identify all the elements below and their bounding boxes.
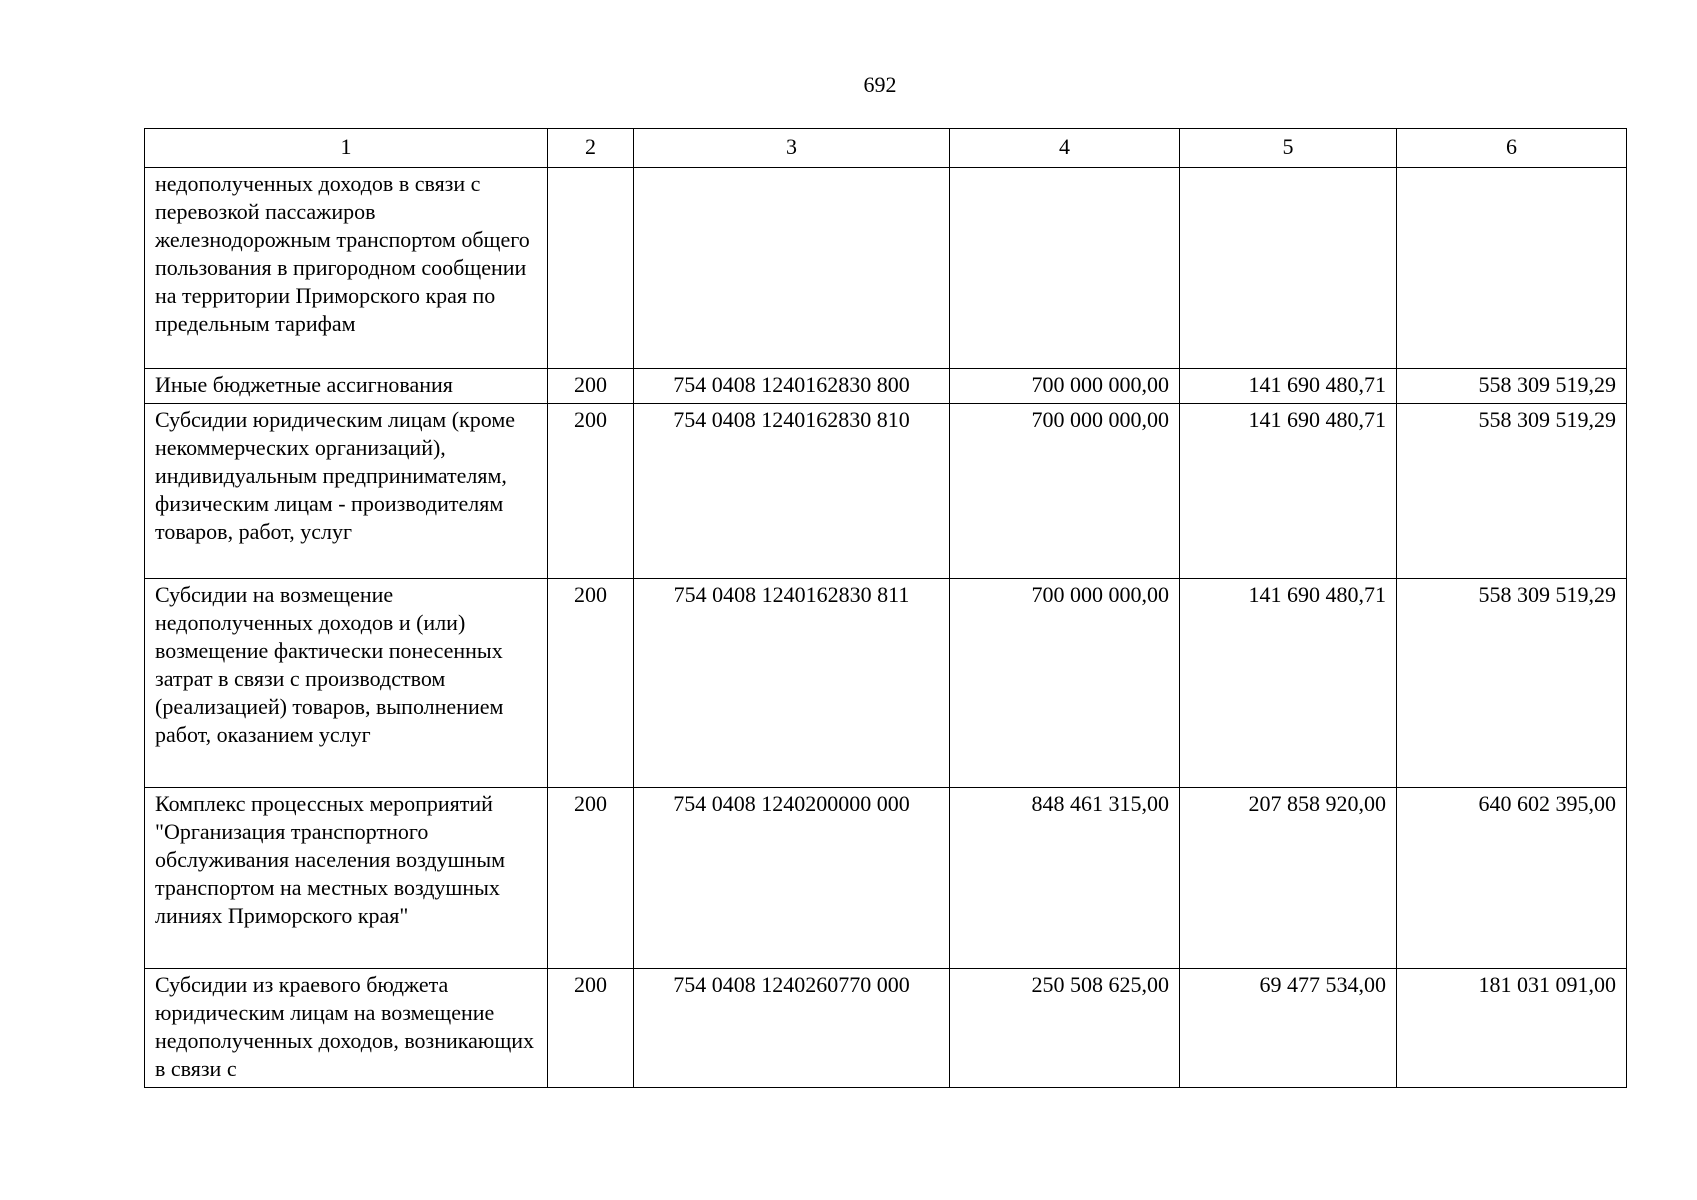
row-plan: 250 508 625,00 (950, 969, 1180, 1088)
row-remainder: 558 309 519,29 (1397, 404, 1627, 579)
header-row (145, 129, 1627, 168)
row-ved: 200 (548, 369, 634, 404)
row-executed: 141 690 480,71 (1180, 369, 1397, 404)
budget-table (144, 128, 1627, 1088)
row-code: 754 0408 1240260770 000 (634, 969, 950, 1088)
row-ved: 200 (548, 969, 634, 1088)
table-row (145, 404, 1627, 579)
column-header-6: 6 (1397, 129, 1627, 168)
row-name: Субсидии из краевого бюджета юридическим лицам на возмещение недополученных доходов, возникающих в связи с (145, 969, 548, 1088)
row-name: Комплекс процессных мероприятий "Организация транспортного обслуживания населения воздушным транспортом на местных воздушных линиях Приморского края" (145, 788, 548, 969)
row-plan (950, 168, 1180, 369)
row-executed: 207 858 920,00 (1180, 788, 1397, 969)
row-remainder: 181 031 091,00 (1397, 969, 1627, 1088)
row-code: 754 0408 1240162830 811 (634, 579, 950, 788)
row-code (634, 168, 950, 369)
row-remainder: 640 602 395,00 (1397, 788, 1627, 969)
table-row (145, 788, 1627, 969)
row-ved (548, 168, 634, 369)
row-name: Субсидии на возмещение недополученных доходов и (или) возмещение фактически понесенных затрат в связи с производством (реализацией) товаров, выполнением работ, оказанием услуг (145, 579, 548, 788)
column-header-1: 1 (145, 129, 548, 168)
row-ved: 200 (548, 579, 634, 788)
column-header-5: 5 (1180, 129, 1397, 168)
column-header-4: 4 (950, 129, 1180, 168)
column-header-3: 3 (634, 129, 950, 168)
row-plan: 848 461 315,00 (950, 788, 1180, 969)
row-code: 754 0408 1240162830 800 (634, 369, 950, 404)
page-number: 692 (863, 72, 897, 97)
row-name: Субсидии юридическим лицам (кроме некоммерческих организаций), индивидуальным предпринимателям, физическим лицам - производителям товаров, работ, услуг (145, 404, 548, 579)
row-name: Иные бюджетные ассигнования (145, 369, 548, 404)
row-ved: 200 (548, 788, 634, 969)
row-executed: 141 690 480,71 (1180, 579, 1397, 788)
table-row (145, 579, 1627, 788)
table-row (145, 969, 1627, 1088)
column-header-2: 2 (548, 129, 634, 168)
row-plan: 700 000 000,00 (950, 369, 1180, 404)
row-plan: 700 000 000,00 (950, 579, 1180, 788)
row-name: недополученных доходов в связи с перевозкой пассажиров железнодорожным транспортом общего пользования в пригородном сообщении на территории Приморского края по предельным тарифам (145, 168, 548, 369)
row-code: 754 0408 1240162830 810 (634, 404, 950, 579)
row-executed: 69 477 534,00 (1180, 969, 1397, 1088)
row-plan: 700 000 000,00 (950, 404, 1180, 579)
row-ved: 200 (548, 404, 634, 579)
row-remainder: 558 309 519,29 (1397, 579, 1627, 788)
row-code: 754 0408 1240200000 000 (634, 788, 950, 969)
row-remainder: 558 309 519,29 (1397, 369, 1627, 404)
table-row (145, 369, 1627, 404)
row-remainder (1397, 168, 1627, 369)
row-executed: 141 690 480,71 (1180, 404, 1397, 579)
table-body (145, 168, 1627, 1088)
row-executed (1180, 168, 1397, 369)
table-header (145, 129, 1627, 168)
table-row (145, 168, 1627, 369)
